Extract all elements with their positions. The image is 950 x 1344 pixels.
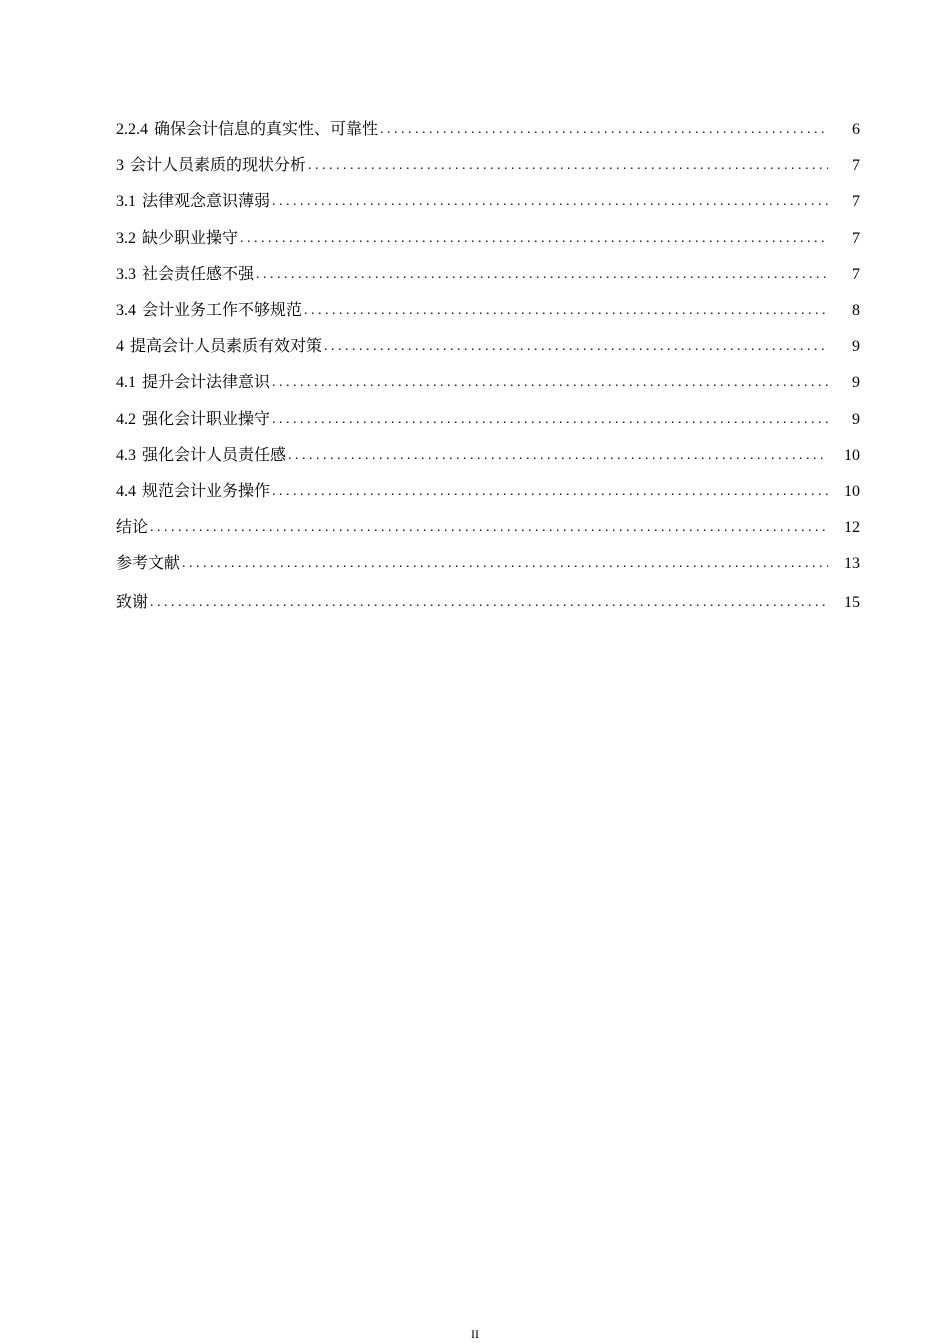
toc-entry-text: 提升会计法律意识 [142,374,271,392]
toc-entry-page: 13 [844,555,860,573]
page-number: II [471,1327,479,1341]
toc-entry-text: 确保会计信息的真实性、可靠性 [154,121,379,138]
dot-leader [272,480,828,504]
toc-entry[interactable] [116,516,860,552]
toc-entry-number: 3.4 [116,301,136,319]
toc-entry-number: 3.1 [116,193,136,211]
toc-entry[interactable] [116,299,860,335]
table-of-contents [116,118,860,628]
toc-entry-page: 7 [852,265,860,283]
toc-entry-text: 法律观念意识薄弱 [142,193,271,211]
toc-entry-title [116,118,378,142]
toc-entry-text: 参考文献 [116,555,181,573]
toc-entry[interactable] [116,227,860,263]
toc-entry-text: 提高会计人员素质有效对策 [130,338,323,356]
toc-entry-page: 10 [844,482,860,500]
toc-entry-title [116,227,238,251]
dot-leader [304,299,828,323]
toc-entry-page: 8 [852,301,860,319]
toc-entry[interactable] [116,263,860,299]
dot-leader [272,408,828,432]
toc-entry-title [116,516,148,540]
toc-entry-number: 2.2.4 [116,121,148,138]
dot-leader [256,263,828,287]
toc-entry-title [116,299,302,323]
toc-entry-text: 致谢 [116,594,149,612]
toc-entry-number: 4.3 [116,446,136,464]
toc-entry-title [116,444,286,468]
toc-entry-page: 7 [852,157,860,175]
toc-entry-number: 4.2 [116,410,136,428]
toc-entry-page: 9 [852,410,860,428]
toc-entry-title [116,263,254,287]
toc-entry[interactable] [116,371,860,407]
toc-entry-page: 7 [852,229,860,247]
toc-entry-number: 3.2 [116,229,136,247]
toc-entry-title [116,480,270,504]
toc-entry-page: 10 [844,446,860,464]
toc-entry-title [116,190,270,214]
toc-entry-text: 社会责任感不强 [142,265,255,283]
dot-leader [308,154,828,178]
toc-entry-title [116,591,148,615]
toc-entry[interactable] [116,408,860,444]
dot-leader [380,118,828,142]
toc-entry-number: 4.1 [116,374,136,392]
toc-entry[interactable] [116,552,860,588]
dot-leader [182,552,828,576]
toc-entry-title [116,371,270,395]
toc-entry-text: 强化会计职业操守 [142,410,271,428]
toc-entry-page: 15 [844,594,860,612]
dot-leader [324,335,828,359]
toc-entry-text: 强化会计人员责任感 [142,446,287,464]
toc-entry-page: 12 [844,519,860,537]
toc-entry[interactable] [116,480,860,516]
toc-entry[interactable] [116,591,860,627]
dot-leader [272,371,828,395]
toc-entry-number: 4 [116,338,124,356]
dot-leader [272,190,828,214]
dot-leader [150,591,828,615]
toc-entry-page: 9 [852,374,860,392]
toc-entry-text: 会计人员素质的现状分析 [130,157,307,175]
toc-entry-text: 缺少职业操守 [142,229,239,247]
toc-entry-number: 3.3 [116,265,136,283]
toc-entry-page: 9 [852,338,860,356]
toc-entry-page: 6 [852,121,860,138]
toc-entry-title [116,552,180,576]
toc-entry-page: 7 [852,193,860,211]
toc-entry-title [116,408,270,432]
toc-entry[interactable] [116,190,860,226]
toc-entry-title [116,335,322,359]
dot-leader [240,227,828,251]
dot-leader [150,516,828,540]
dot-leader [288,444,828,468]
toc-entry-number: 4.4 [116,482,136,500]
toc-entry-text: 规范会计业务操作 [142,482,271,500]
toc-entry[interactable] [116,444,860,480]
toc-entry-text: 结论 [116,519,149,537]
toc-entry[interactable] [116,335,860,371]
toc-entry-text: 会计业务工作不够规范 [142,301,303,319]
toc-entry[interactable] [116,118,860,154]
toc-entry-number: 3 [116,157,124,175]
toc-entry[interactable] [116,154,860,190]
toc-entry-title [116,154,306,178]
